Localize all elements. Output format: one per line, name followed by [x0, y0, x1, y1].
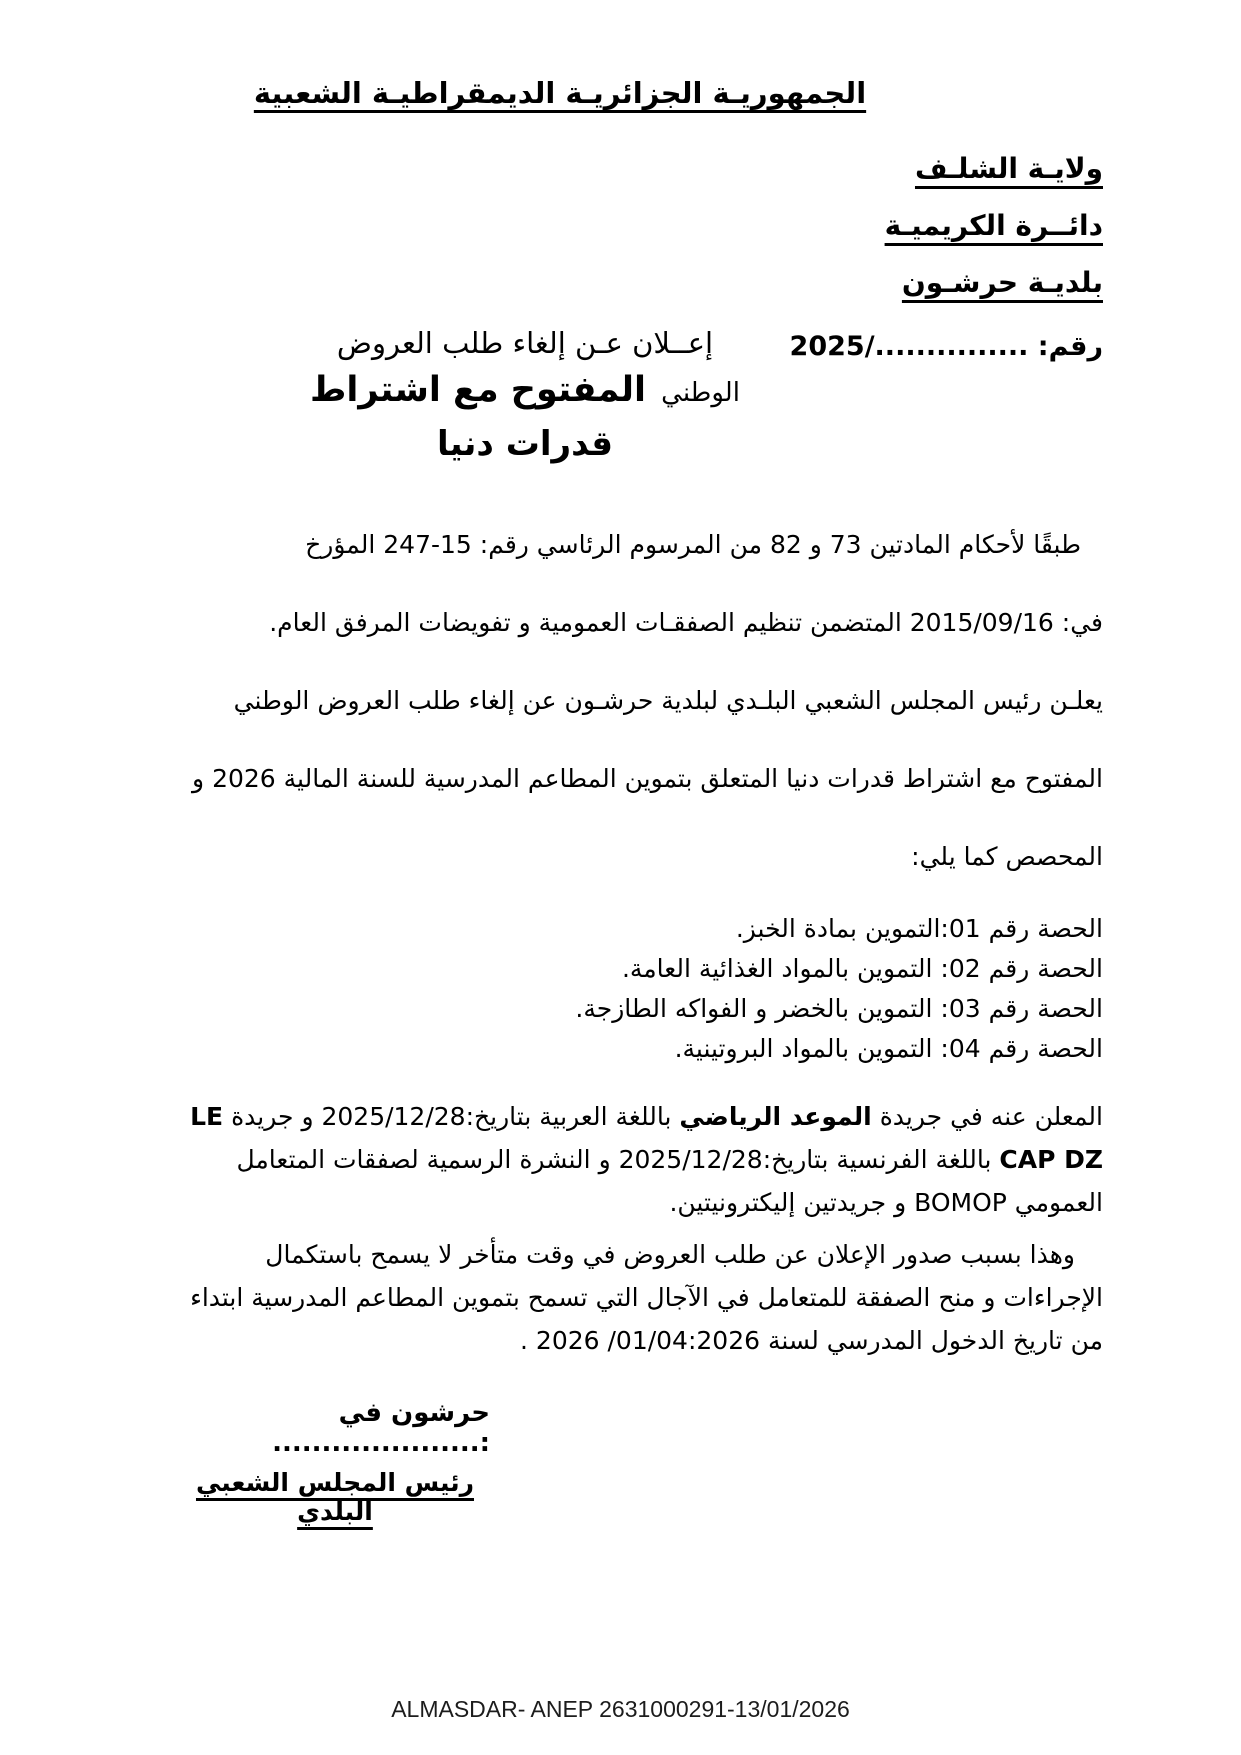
publication-line-1 — [136, 1095, 1103, 1138]
notice-title-line3: قدرات دنيا — [437, 424, 613, 464]
reason-line-1: وهذا بسبب صدور الإعلان عن طلب العروض في وقت متأخر لا يسمح باستكمال — [265, 1240, 1075, 1269]
notice-title-line2-prefix: الوطني — [661, 378, 740, 408]
notice-title-line2 — [285, 365, 765, 421]
notice-title-line1: إعــلان عـن إلغاء طلب العروض — [336, 326, 714, 360]
paragraph-legal-basis: طبقًا لأحكام المادتين 73 و 82 من المرسوم الرئاسي رقم: 15-247 المؤرخ — [305, 530, 1081, 559]
lot-item-3: الحصة رقم 03: التموين بالخضر و الفواكه الطازجة. — [575, 994, 1103, 1023]
publication-line-1-text-b: باللغة العربية بتاريخ:2025/12/28 و جريدة — [223, 1102, 680, 1131]
anep-footer: ALMASDAR- ANEP 2631000291-13/01/2026 — [391, 1696, 850, 1722]
reason-line-3: من تاريخ الدخول المدرسي لسنة 01/04:2026/ 2026 . — [520, 1326, 1103, 1355]
paragraph-lots-intro: المحصص كما يلي: — [911, 842, 1103, 871]
newspaper-name-french-part1: LE — [190, 1102, 224, 1131]
reference-number: رقم: .............../2025 — [789, 331, 1103, 362]
cancellation-reason-paragraph — [136, 1233, 1103, 1362]
newspaper-name-french-part2: CAP DZ — [999, 1145, 1103, 1174]
signature-place-date: حرشون في :..................... — [272, 1398, 490, 1458]
signature-title: رئيس المجلس الشعبي البلدي — [195, 1468, 474, 1526]
daira-line: دائــرة الكريميـة — [884, 209, 1103, 242]
notice-body — [136, 506, 1103, 1362]
publication-paragraph — [136, 1095, 1103, 1224]
publication-line-2-text: باللغة الفرنسية بتاريخ:2025/12/28 و النشرة الرسمية لصفقات المتعامل — [236, 1145, 1000, 1174]
paragraph-announcement-2: المفتوح مع اشتراط قدرات دنيا المتعلق بتموين المطاعم المدرسية للسنة المالية 2026 و — [192, 764, 1103, 793]
reason-line-2: الإجراءات و منح الصفقة للمتعامل في الآجال التي تسمح بتموين المطاعم المدرسية ابتداء — [190, 1283, 1103, 1312]
region-block — [885, 149, 1103, 320]
lot-item-2: الحصة رقم 02: التموين بالمواد الغذائية العامة. — [621, 954, 1103, 983]
lot-item-4: الحصة رقم 04: التموين بالمواد البروتينية. — [674, 1034, 1103, 1063]
paragraph-decree-date: في: 2015/09/16 المتضمن تنظيم الصفقـات العمومية و تفويضات المرفق العام. — [269, 608, 1103, 637]
paragraph-announcement-1: يعلـن رئيس المجلس الشعبي البلـدي لبلدية حرشـون عن إلغاء طلب العروض الوطني — [233, 686, 1103, 715]
lot-item-1: الحصة رقم 01:التموين بمادة الخبز. — [735, 914, 1103, 943]
commune-line: بلديـة حرشـون — [901, 266, 1103, 299]
wilaya-line: ولايـة الشلـف — [914, 152, 1103, 185]
notice-title — [285, 321, 765, 467]
signature-block — [128, 1398, 490, 1526]
notice-title-line2-main: المفتوح مع اشتراط — [310, 370, 647, 410]
publication-line-3: العمومي BOMOP و جريدتين إليكترونيتين. — [669, 1188, 1103, 1217]
republic-header: الجمهوريـة الجزائريـة الديمقراطيـة الشعبية — [253, 76, 867, 110]
lots-list — [136, 909, 1103, 1069]
publication-line-1-text-a: المعلن عنه في جريدة — [871, 1102, 1103, 1131]
publication-line-2 — [136, 1138, 1103, 1181]
newspaper-name-arabic: الموعد الرياضي — [679, 1102, 872, 1131]
